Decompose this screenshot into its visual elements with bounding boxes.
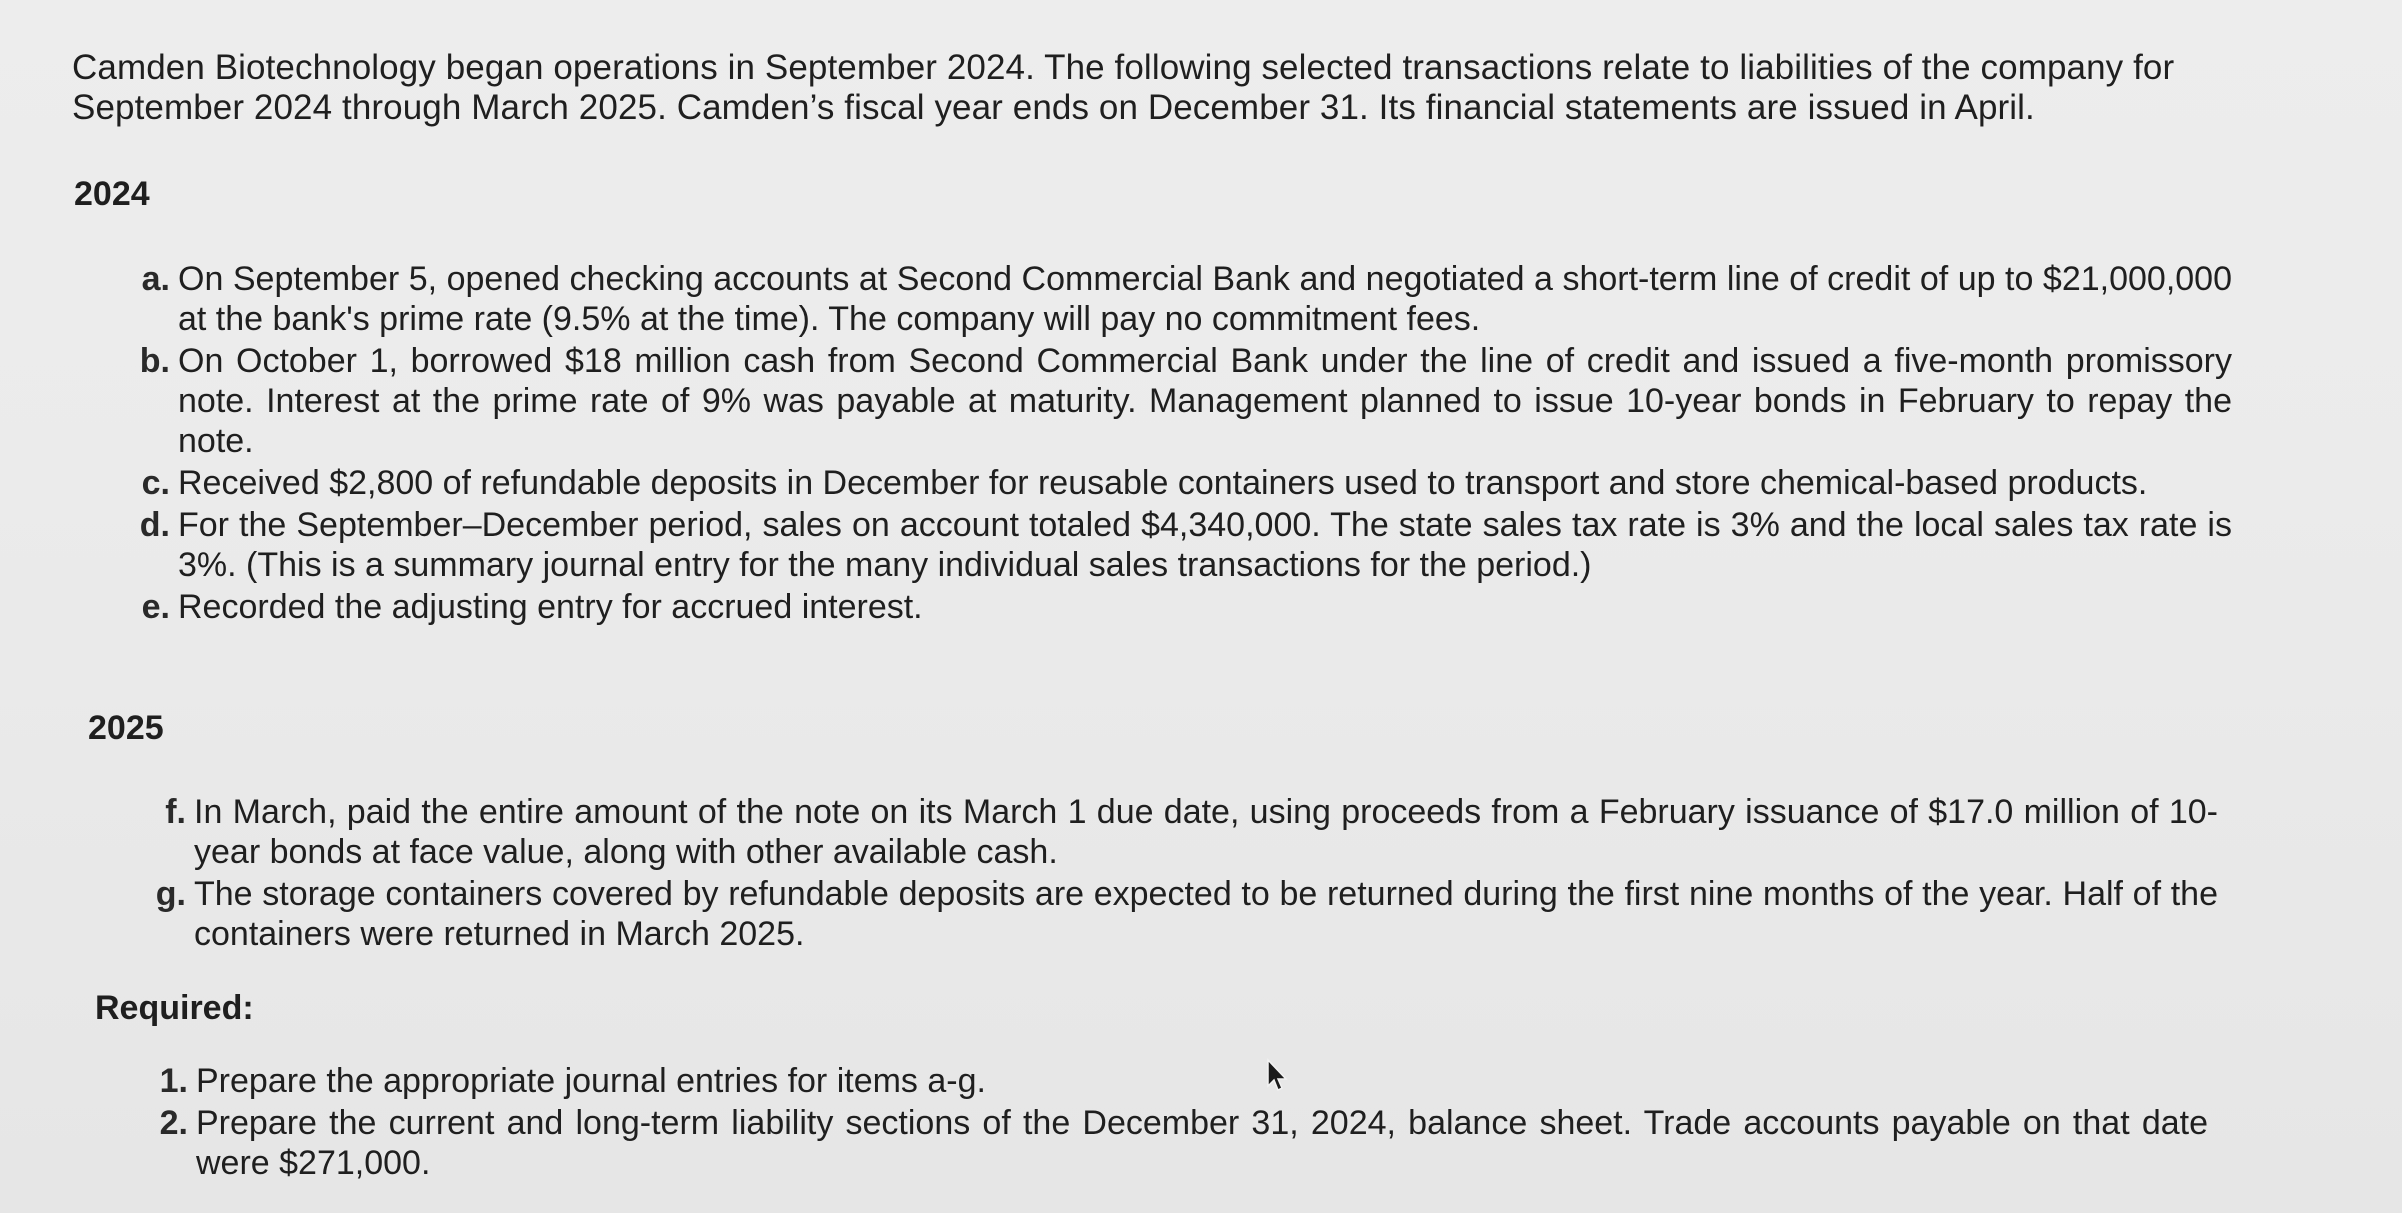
list-item [130,463,2232,503]
item-letter: c. [141,464,170,502]
item-letter: f. [165,793,186,831]
list-item [148,1103,2208,1183]
intro-paragraph: Camden Biotechnology began operations in September 2024. The following selected transactions relate to liabilities of the company for September 2024 through March 2025. Camden’s fiscal year ends on December 31. Its financial statements are issued in April. [72,48,2175,127]
list-item [146,874,2218,954]
list-item [148,1061,2208,1101]
list-item [130,341,2232,461]
list-item [130,259,2232,339]
heading-2024: 2024 [74,175,150,213]
item-text: Received $2,800 of refundable deposits in December for reusable containers used to transport and store chemical-based products. [178,464,2148,502]
item-text: On September 5, opened checking accounts at Second Commercial Bank and negotiated a short-term line of credit of up to $21,000,000 at the bank's prime rate (9.5% at the time). The company will pay no commitment fees. [178,260,2232,338]
transactions-2025-list [146,792,2218,956]
item-number: 1. [159,1062,188,1100]
item-text: In March, paid the entire amount of the note on its March 1 due date, using proceeds from a February issuance of $17.0 million of 10-year bonds at face value, along with other available cash. [194,793,2218,871]
item-text: For the September–December period, sales on account totaled $4,340,000. The state sales tax rate is 3% and the local sales tax rate is 3%. (This is a summary journal entry for the many individual sales transactions for the period.) [178,506,2232,584]
item-letter: a. [141,260,170,298]
item-letter: b. [139,342,170,380]
list-item [130,587,2232,627]
list-item [130,505,2232,585]
item-letter: g. [155,875,186,913]
heading-2025: 2025 [88,709,164,747]
item-number: 2. [159,1104,188,1142]
item-text: Recorded the adjusting entry for accrued interest. [178,588,923,626]
item-letter: d. [139,506,170,544]
item-text: Prepare the current and long-term liability sections of the December 31, 2024, balance sheet. Trade accounts payable on that date were $271,000. [196,1104,2208,1182]
item-letter: e. [141,588,170,626]
required-list [148,1061,2208,1185]
list-item [146,792,2218,872]
item-text: On October 1, borrowed $18 million cash from Second Commercial Bank under the line of credit and issued a five-month promissory note. Interest at the prime rate of 9% was payable at maturity. Management planned to issue 10-year bonds in February to repay the note. [178,342,2232,460]
required-heading: Required: [95,989,254,1027]
mouse-pointer-icon [1266,1058,1290,1094]
item-text: Prepare the appropriate journal entries for items a-g. [196,1062,986,1100]
transactions-2024-list [130,259,2232,629]
item-text: The storage containers covered by refundable deposits are expected to be returned during the first nine months of the year. Half of the containers were returned in March 2025. [194,875,2218,953]
